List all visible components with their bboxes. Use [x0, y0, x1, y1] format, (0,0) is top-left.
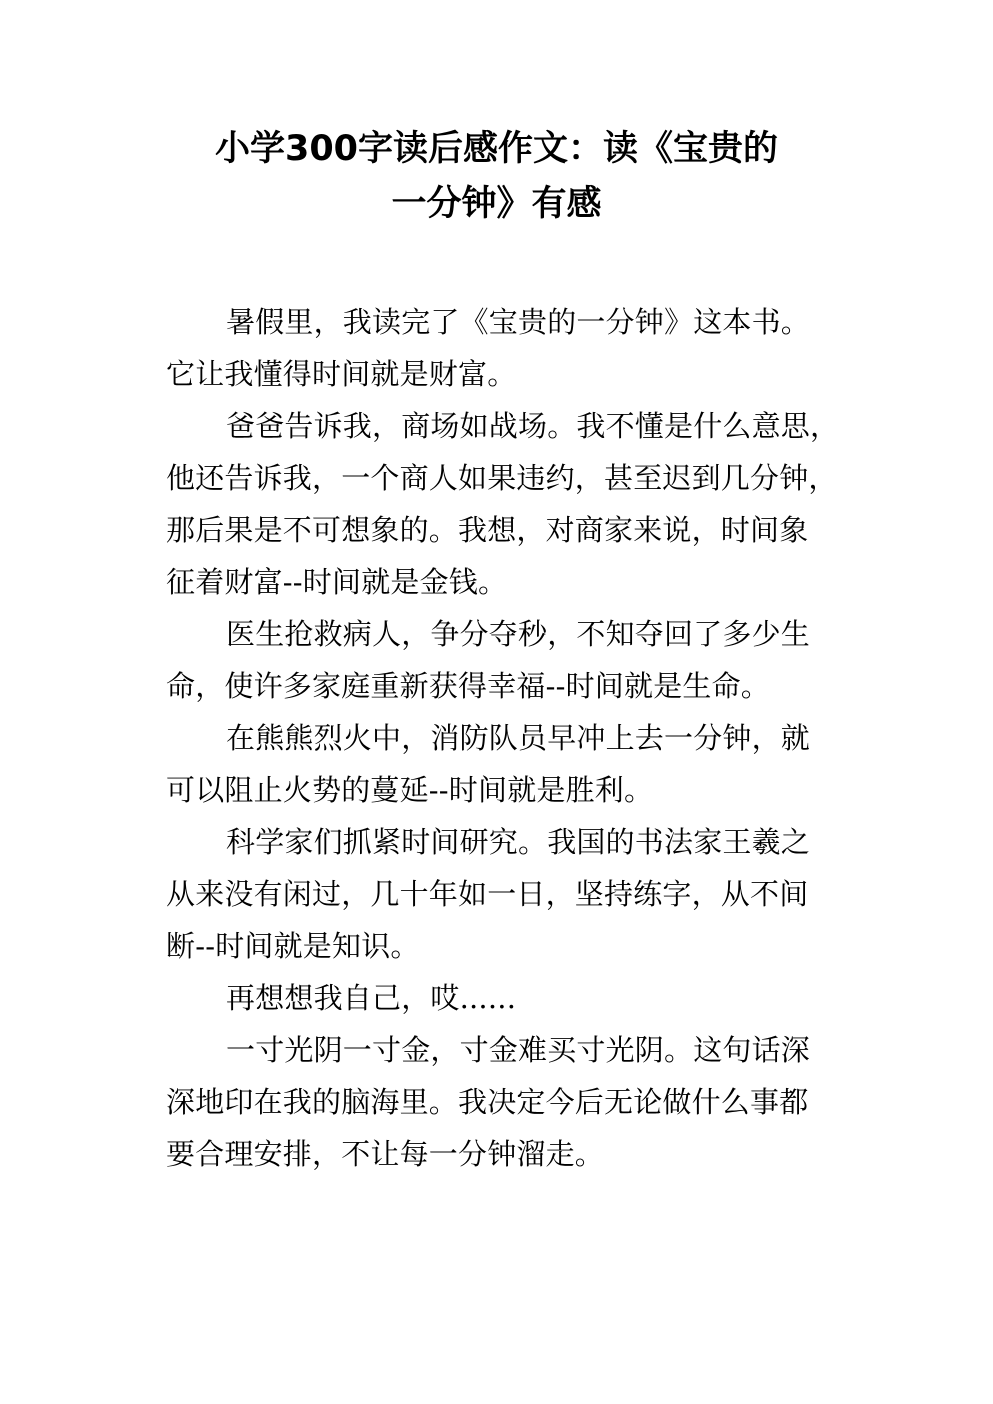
paragraph-4: [166, 712, 836, 816]
text-line: 再想想我自己，哎......: [226, 981, 517, 1015]
text-line: 要合理安排，不让每一分钟溜走。: [166, 1137, 605, 1171]
paragraph-1: [166, 296, 836, 400]
text-line: 爸爸告诉我，商场如战场。我不懂是什么意思，: [226, 409, 840, 443]
text-line: 征着财富--时间就是金钱。: [166, 565, 508, 599]
text-line: 在熊熊烈火中，消防队员早冲上去一分钟，就: [226, 721, 811, 755]
document-body: [166, 296, 840, 1180]
title-line: 小学300字读后感作文：读《宝贵的: [214, 129, 779, 169]
text-line: 可以阻止火势的蔓延--时间就是胜利。: [166, 773, 654, 807]
text-line: 从来没有闲过，几十年如一日，坚持练字，从不间: [166, 877, 809, 911]
paragraph-2: [166, 400, 840, 608]
text-line: 断--时间就是知识。: [166, 929, 420, 963]
document-title: [100, 122, 893, 232]
text-line: 他还告诉我，一个商人如果违约，甚至迟到几分钟，: [166, 461, 838, 495]
text-line: 它让我懂得时间就是财富。: [166, 357, 517, 391]
text-line: 科学家们抓紧时间研究。我国的书法家王羲之: [226, 825, 811, 859]
title-line: 一分钟》有感: [391, 184, 602, 224]
paragraph-3: [166, 608, 836, 712]
text-line: 医生抢救病人，争分夺秒，不知夺回了多少生: [226, 617, 811, 651]
paragraph-6: [166, 972, 836, 1024]
text-line: 一寸光阴一寸金，寸金难买寸光阴。这句话深: [226, 1033, 811, 1067]
paragraph-7: [166, 1024, 836, 1180]
text-line: 那后果是不可想象的。我想，对商家来说，时间象: [166, 513, 809, 547]
paragraph-5: [166, 816, 836, 972]
text-line: 命，使许多家庭重新获得幸福--时间就是生命。: [166, 669, 770, 703]
text-line: 暑假里，我读完了《宝贵的一分钟》这本书。: [226, 305, 811, 339]
text-line: 深地印在我的脑海里。我决定今后无论做什么事都: [166, 1085, 809, 1119]
